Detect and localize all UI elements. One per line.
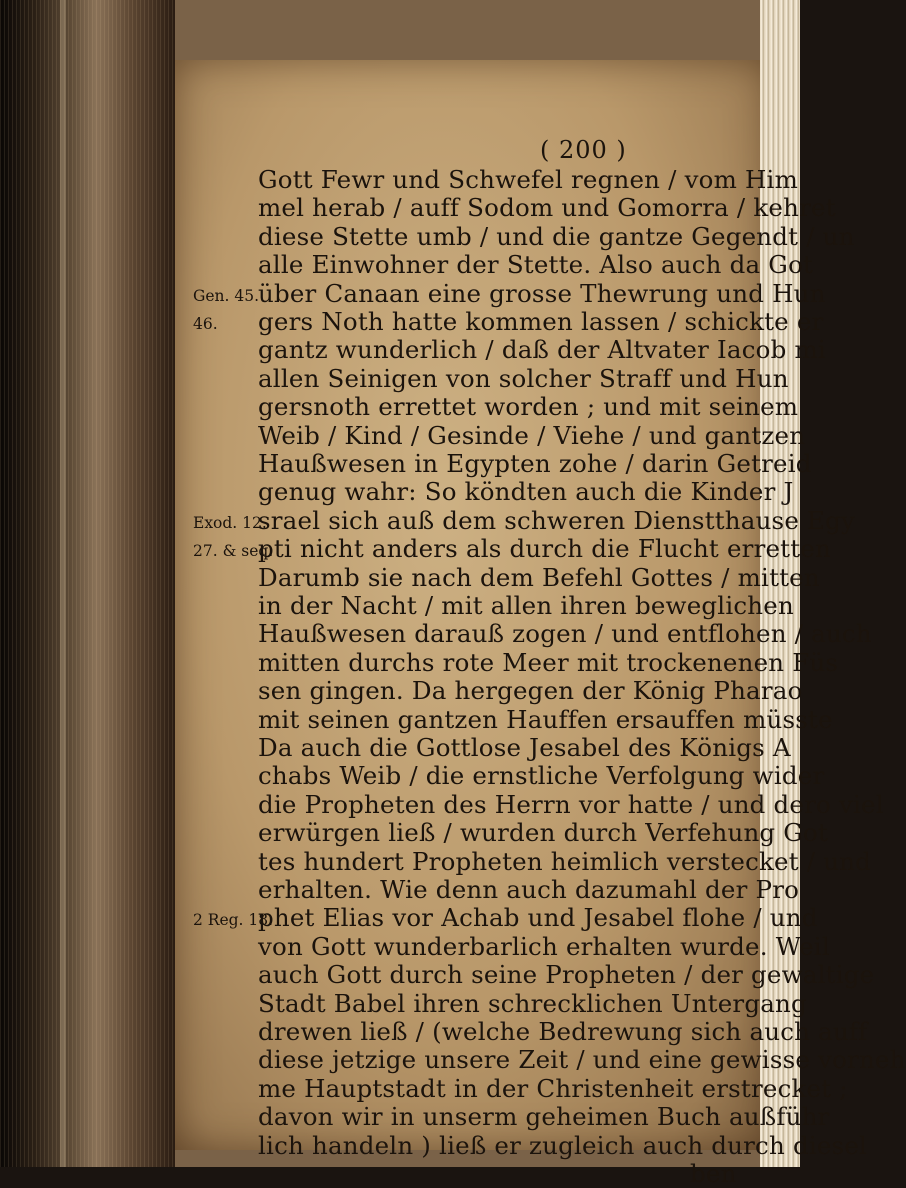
margin-reference: 46. — [193, 315, 218, 333]
text-line: diese jetzige unsere Zeit / und eine gewisse vorneh — [258, 1045, 906, 1075]
text-line: Darumb sie nach dem Befehl Gottes / mitten — [258, 562, 820, 592]
margin-reference: Gen. 45. — [193, 286, 260, 305]
text-line: in der Nacht / mit allen ihren beweglichen — [258, 591, 794, 620]
text-line: Gott Fewr und Schwefel regnen / vom Him — [258, 165, 799, 194]
margin-reference: 27. & seq. — [193, 542, 274, 561]
text-line: ben — [690, 1159, 737, 1188]
text-line: von Gott wunderbarlich erhalten wurde. Weil — [258, 931, 830, 961]
text-line: drewen ließ / (welche Bedrewung sich auch auff — [258, 1017, 868, 1046]
text-line: mel herab / auff Sodom und Gomorra / kehret — [258, 193, 836, 223]
text-line: erhalten. Wie denn auch dazumahl der Pro — [258, 875, 800, 904]
margin-reference: 2 Reg. 18. — [193, 911, 274, 930]
text-line: sen gingen. Da hergegen der König Pharao — [258, 676, 803, 706]
text-line: alle Einwohner der Stette. Also auch da Got — [258, 250, 814, 280]
text-line: srael sich auß dem schweren Dienstthause Egy — [258, 505, 856, 535]
page-number: ( 200 ) — [540, 136, 627, 164]
text-line: mit seinen gantzen Hauffen ersauffen müsste — [258, 704, 833, 734]
text-line: gers Noth hatte kommen lassen / schickte er — [258, 307, 824, 336]
text-line: tes hundert Propheten heimlich verstecket / und — [258, 846, 872, 876]
margin-reference: Exod. 12. — [193, 513, 267, 532]
text-line: Weib / Kind / Gesinde / Viehe / und gantzen — [258, 420, 806, 450]
text-line: diese Stette umb / und die gantze Gegendt / un — [258, 221, 855, 251]
text-line: Haußwesen darauß zogen / und entflohen / auch — [258, 619, 872, 649]
text-line: pti nicht anders als durch die Flucht erretten — [258, 534, 831, 564]
text-line: gantz wunderlich / daß der Altvater Iacob mi — [258, 335, 826, 365]
text-line: phet Elias vor Achab und Jesabel flohe / und — [258, 903, 818, 933]
text-line: erwürgen ließ / wurden durch Verfehung Got — [258, 818, 829, 848]
text-line: über Canaan eine grosse Thewrung und Hun — [258, 278, 826, 308]
text-line: allen Seinigen von solcher Straff und Hun — [258, 363, 789, 393]
text-line: Stadt Babel ihren schrecklichen Untergang — [258, 988, 807, 1018]
text-line: lich handeln ) ließ er zugleich auch durch diesel — [258, 1130, 868, 1160]
text-line: genug wahr: So köndten auch die Kinder J — [258, 477, 794, 507]
text-line: die Propheten des Herrn vor hatte / und dero viel — [258, 789, 884, 819]
text-line: Haußwesen in Egypten zohe / darin Getreid — [258, 449, 812, 478]
text-line: mitten durchs rote Meer mit trockenenen Füs — [258, 647, 839, 677]
text-line: Da auch die Gottlose Jesabel des Königs A — [258, 733, 791, 762]
text-line: auch Gott durch seine Propheten / der gewaltige — [258, 960, 875, 990]
text-line: chabs Weib / die ernstliche Verfolgung wider — [258, 761, 825, 791]
text-line: davon wir in unserm geheimen Buch außführ — [258, 1102, 830, 1132]
text-line: gersnoth errettet worden ; und mit seinem — [258, 392, 799, 422]
text-line: me Hauptstadt in der Christenheit erstrecket ; — [258, 1073, 848, 1103]
